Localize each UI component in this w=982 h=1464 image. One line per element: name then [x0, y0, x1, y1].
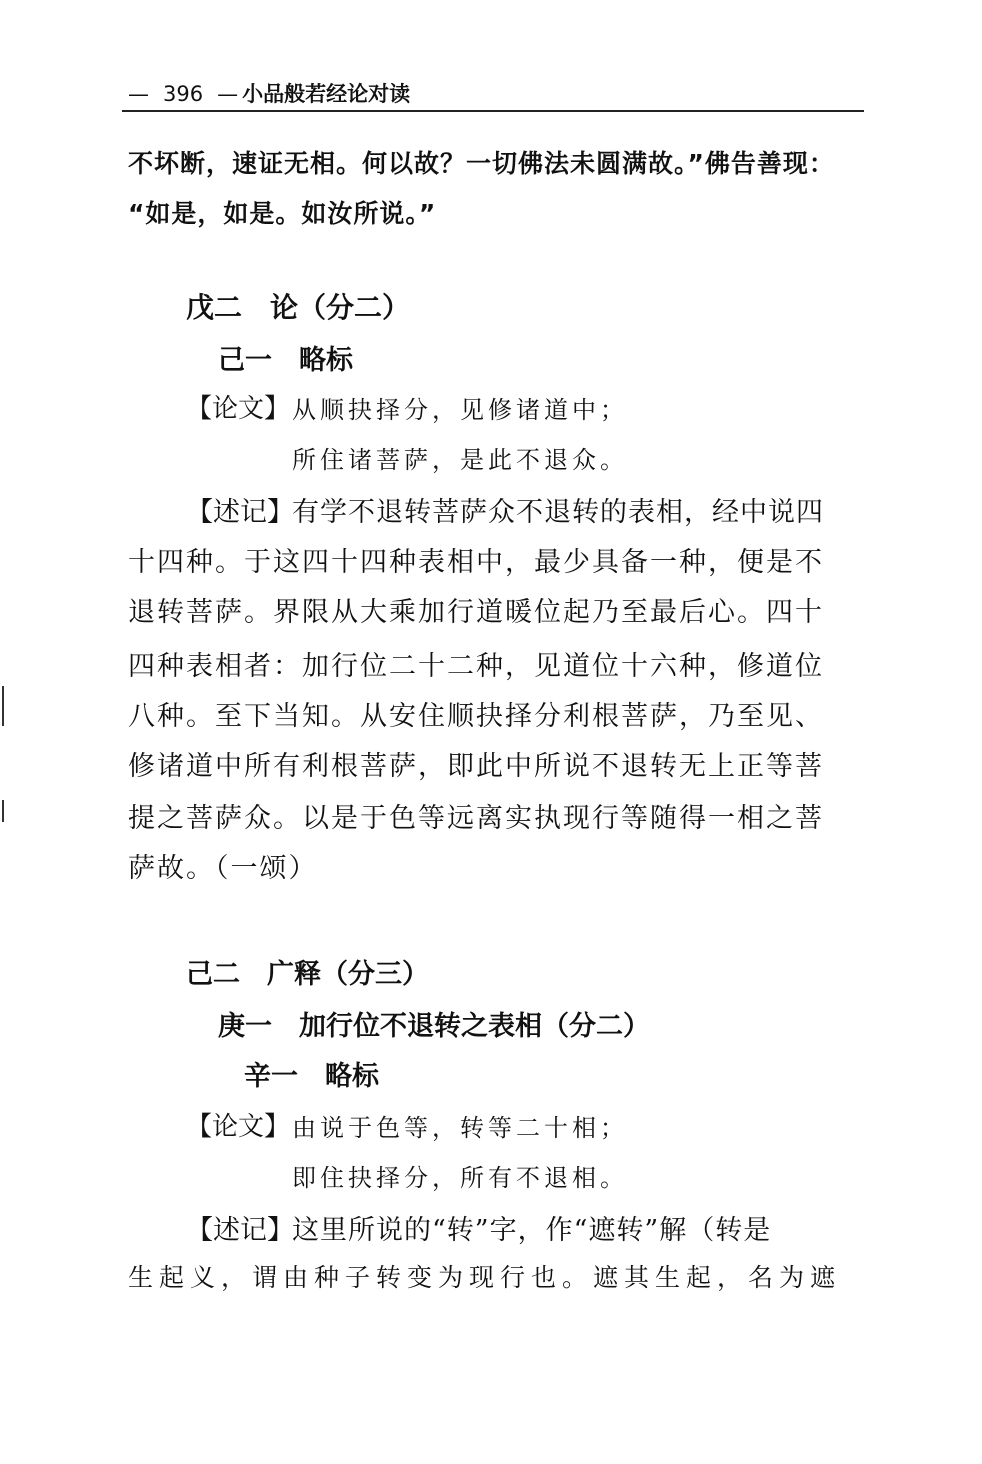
section2-shuji-label: 【述记】	[186, 1215, 294, 1246]
section1-verse-line-1: 从顺抉择分，见修诸道中；	[292, 396, 628, 424]
section2-heading: 己二 广释（分三）	[186, 959, 429, 990]
section1-lun-label: 【论文】	[186, 394, 291, 424]
scan-margin-mark	[2, 800, 4, 822]
section1-shuji-label: 【述记】	[186, 497, 294, 528]
section2-commentary-line-2: 生起义，谓由种子转变为现行也。遮其生起，名为遮	[128, 1263, 842, 1292]
section1-sub-heading: 己一 略标	[218, 345, 353, 376]
section1-commentary-line-6: 修诸道中所有利根菩萨，即此中所说不退转无上正等菩	[128, 751, 824, 782]
header-rule	[122, 110, 864, 112]
section1-verse-line-2: 所住诸菩萨，是此不退众。	[292, 446, 628, 474]
section2-verse-line-2: 即住抉择分，所有不退相。	[292, 1164, 628, 1192]
top-paragraph-line-2: “如是，如是。如汝所说。”	[128, 199, 437, 228]
section2-verse-line-1: 由说于色等，转等二十相；	[292, 1114, 628, 1142]
section1-commentary-line-5: 八种。至下当知。从安住顺抉择分利根菩萨，乃至见、	[128, 701, 824, 732]
section2-lun-label: 【论文】	[186, 1112, 291, 1142]
section1-commentary-line-4: 四种表相者：加行位二十二种，见道位十六种，修道位	[128, 651, 824, 682]
running-header	[128, 78, 410, 108]
header-dash-right: —	[217, 82, 239, 106]
section1-commentary-line-2: 十四种。于这四十四种表相中，最少具备一种，便是不	[128, 547, 824, 578]
top-paragraph-line-1: 不坏断，速证无相。何以故？一切佛法未圆满故。”佛告善现：	[128, 149, 835, 178]
section1-commentary-line-3: 退转菩萨。界限从大乘加行道暖位起乃至最后心。四十	[128, 597, 824, 628]
book-title: 小品般若经论对读	[242, 82, 411, 106]
page-number: 396	[163, 82, 204, 106]
header-dash-left: —	[128, 82, 149, 106]
section1-heading: 戊二 论（分二）	[186, 291, 411, 324]
section2-sub-sub-heading: 辛一 略标	[244, 1061, 379, 1092]
section1-commentary-line-1: 有学不退转菩萨众不退转的表相，经中说四	[292, 497, 824, 528]
section2-commentary-line-1: 这里所说的“转”字，作“遮转”解（转是	[292, 1215, 772, 1246]
section2-sub-heading: 庚一 加行位不退转之表相（分二）	[218, 1011, 650, 1042]
section1-commentary-line-7: 提之菩萨众。以是于色等远离实执现行等随得一相之菩	[128, 803, 824, 834]
scan-margin-mark	[2, 686, 4, 726]
section1-commentary-line-8: 萨故。（一颂）	[128, 853, 318, 884]
